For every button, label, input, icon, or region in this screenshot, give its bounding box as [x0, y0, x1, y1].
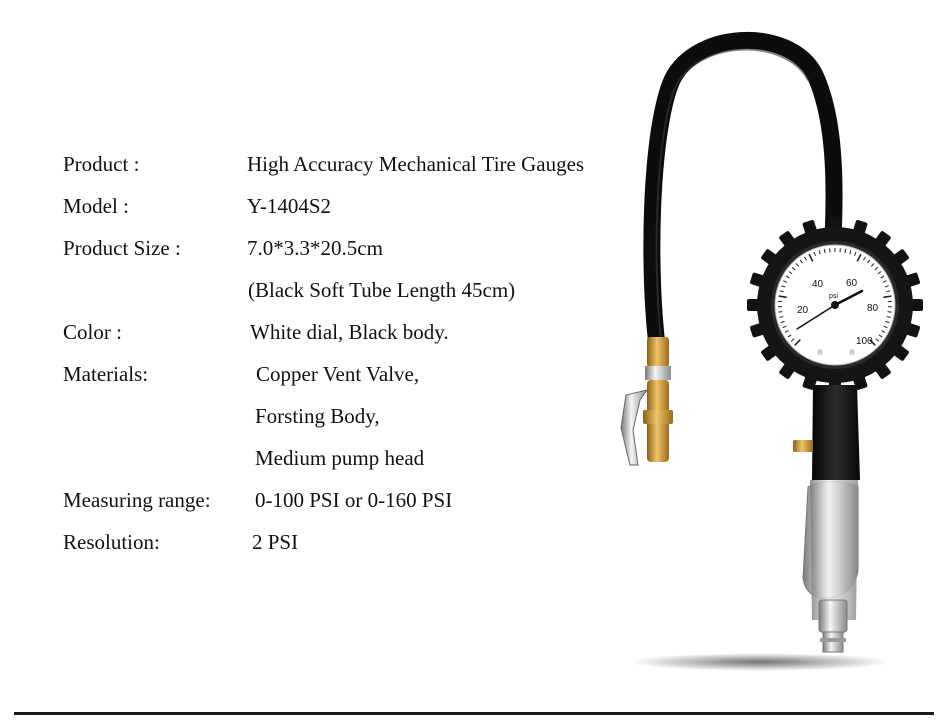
size-value: 7.0*3.3*20.5cm: [247, 236, 383, 260]
dial-tick-20: 20: [797, 305, 809, 316]
floor-shadow: [630, 653, 890, 671]
range-value: 0-100 PSI or 0-160 PSI: [255, 488, 453, 512]
range-label: Measuring range:: [63, 488, 211, 512]
brass-air-chuck: [621, 337, 673, 465]
materials-value-1: Copper Vent Valve,: [256, 362, 420, 386]
materials-label: Materials:: [63, 362, 149, 386]
bottom-divider: [14, 712, 934, 715]
gauge-dial: [775, 245, 895, 365]
materials-value-3: Medium pump head: [255, 446, 425, 470]
product-label: Product :: [63, 152, 140, 176]
tube-length-value: (Black Soft Tube Length 45cm): [248, 278, 516, 302]
resolution-value: 2 PSI: [252, 530, 299, 554]
resolution-label: Resolution:: [63, 530, 160, 554]
color-value: White dial, Black body.: [250, 320, 449, 344]
dial-tick-100: 100: [856, 336, 873, 347]
color-label: Color :: [63, 320, 122, 344]
product-value: High Accuracy Mechanical Tire Gauges: [247, 152, 585, 176]
dial-unit: psi: [829, 293, 838, 300]
dial-tick-80: 80: [867, 303, 879, 314]
dial-tick-60: 60: [846, 278, 858, 289]
gauge-body: [793, 385, 860, 652]
model-value: Y-1404S2: [247, 194, 332, 218]
dial-tick-40: 40: [812, 279, 824, 290]
size-label: Product Size :: [63, 236, 181, 260]
model-label: Model :: [63, 194, 129, 218]
materials-value-2: Forsting Body,: [255, 404, 380, 428]
